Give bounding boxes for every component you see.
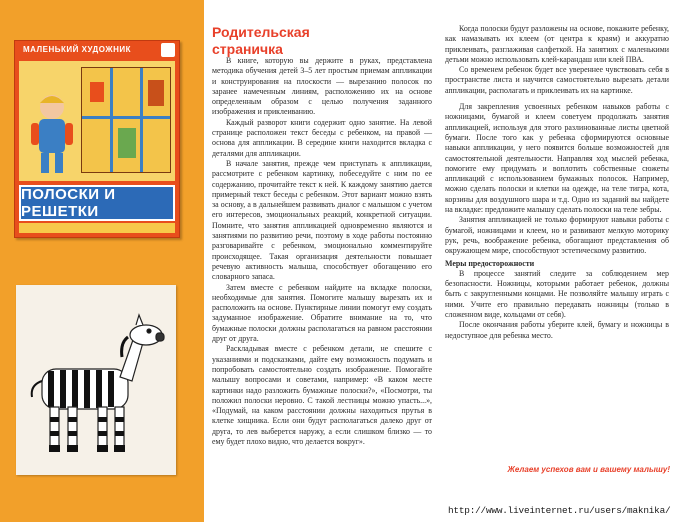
paragraph: Раскладывая вместе с ребенком детали, не спешите с указаниями и подсказками, дайте ему возможность подумать и попробовать самостоятельно создать изображение. Помогайте малышу вопросами и советами, например: «В каком месте картинки надо разложить бумажные полоски?», «Посмотри, ты положил полоски неровно. С такой лестницы можно упасть...», «Подумай, на каком расстоянии должны находиться прутья в клетке хищника. Если они будут располагаться далеко друг от друга, то лев выберется наружу, а если слишком близко — то ему будет плохо видно, что делается вокруг». <box>212 344 432 446</box>
paragraph: Когда полоски будут разложены на основе, покажите ребенку, как намазывать их клеем (от центра к краям) и аккуратно приклеивать, разглаживая салфеткой. На занятиях с маленькими детьми можно использовать клей-карандаш или клей ПВА. <box>445 24 669 64</box>
page-heading <box>212 24 310 58</box>
cover-title: ПОЛОСКИ И РЕШЕТКИ <box>21 186 116 220</box>
cover-grid-picture <box>81 67 171 173</box>
paragraph: Занятия аппликацией не только формируют навыки работы с бумагой, ножницами и клеем, но и развивают мелкую моторику рук, речь, воображение ребенка, обогащают представления об окружающем мире, способствуют эстетическому развитию. <box>445 215 669 256</box>
paragraph: После окончания работы уберите клей, бумагу и ножницы в недоступное для ребенка место. <box>445 320 669 340</box>
cover-series-name: МАЛЕНЬКИЙ ХУДОЖНИК <box>23 45 131 54</box>
cover-title-box <box>19 185 175 221</box>
paragraph: Для закрепления усвоенных ребенком навыков работы с ножницами, бумагой и клеем советуем продолжать занятия аппликацией, используя для этого разлинованные листы цветной бумаги. После того как у ребенка сформируются основные навыки аппликации, у него появится больше возможностей для самостоятельной деятельности. Направляя ход мыслей ребенка, помогите ему придумать и воплотить собственные сюжеты аппликаций с использованием бумажных полосок. Например, можно сделать полоски и клетки на одежде, на теле тигра, кота, корзины для воздушного шара и т.д. Одно из заданий вы найдете на вкладке: предложите малышу сделать полоски на теле зебры. <box>445 102 669 215</box>
watermark-url: http://www.liveinternet.ru/users/maknika/ <box>448 505 671 516</box>
section-subheading: Меры предосторожности <box>445 258 535 268</box>
book-cover <box>14 40 180 238</box>
cover-illustration <box>19 61 175 181</box>
heading-line-2: страничка <box>212 41 283 57</box>
heading-line-1: Родительская <box>212 24 310 40</box>
text-column-2 <box>445 24 669 341</box>
paragraph: В начале занятия, прежде чем приступать к аппликации, рассмотрите с ребенком картинку, побеседуйте с ним по ее содержанию, прочитайте текст к ней. К каждому занятию дается примерный текст беседы с ребенком. Этот вариант можно взять за основу, а в дальнейшем развивать диалог с малышом с учетом его интересов, эмоциональных реакций, конкретной ситуации. Помните, что занятия аппликацией одновременно являются и занятиями по развитию речи, поэтому в ходе работы постоянно разговаривайте с ребенком, эмоционально комментируйте происходящее. Такая организация деятельности повышает речевую активность малыша, способствует обогащению его словарного запаса. <box>212 158 432 282</box>
paragraph: Затем вместе с ребенком найдите на вкладке полоски, необходимые для занятия. Помогите малышу вырезать их и расположить на основе. Пунктирные линии помогут ему создать задуманное изображение. Обратите внимание на то, что бумажные полоски должны располагаться на равном расстоянии друг от друга. <box>212 282 432 344</box>
text-column-1 <box>212 56 432 447</box>
closing-wish: Желаем успехов вам и вашему малышу! <box>507 465 670 474</box>
paragraph: Со временем ребенок будет все увереннее чувствовать себя в пространстве листа и научится самостоятельно вырезать детали аппликации, располагать и приклеивать их на картинке. <box>445 65 669 95</box>
zebra-illustration <box>16 285 176 475</box>
zebra-card <box>16 285 176 475</box>
left-panel <box>0 0 204 522</box>
child-character-illustration <box>25 91 79 179</box>
paragraph: Каждый разворот книги содержит одно занятие. На левой странице расположен текст беседы с ребенком, на правой — основа для аппликации. В середине книги находится вкладка с деталями для аппликации. <box>212 117 432 158</box>
publisher-logo-icon <box>161 43 175 57</box>
paragraph: В книге, которую вы держите в руках, представлена методика обучения детей 3–5 лет простым приемам аппликации и конструирования на плоскости — вырезанию полосок по заранее намеченным линиям, расположению их на основе определенным образом с целью получения заданного изображения и приклеиванию. <box>212 56 432 117</box>
cover-bottom-band <box>19 223 175 233</box>
paragraph: В процессе занятий следите за соблюдением мер безопасности. Ножницы, которыми работает ребенок, должны быть с закругленными концами. Не позволяйте малышу играть с ними. Учите его правильно передавать ножницы (только в сложенном виде, кольцами от себя). <box>445 268 669 320</box>
